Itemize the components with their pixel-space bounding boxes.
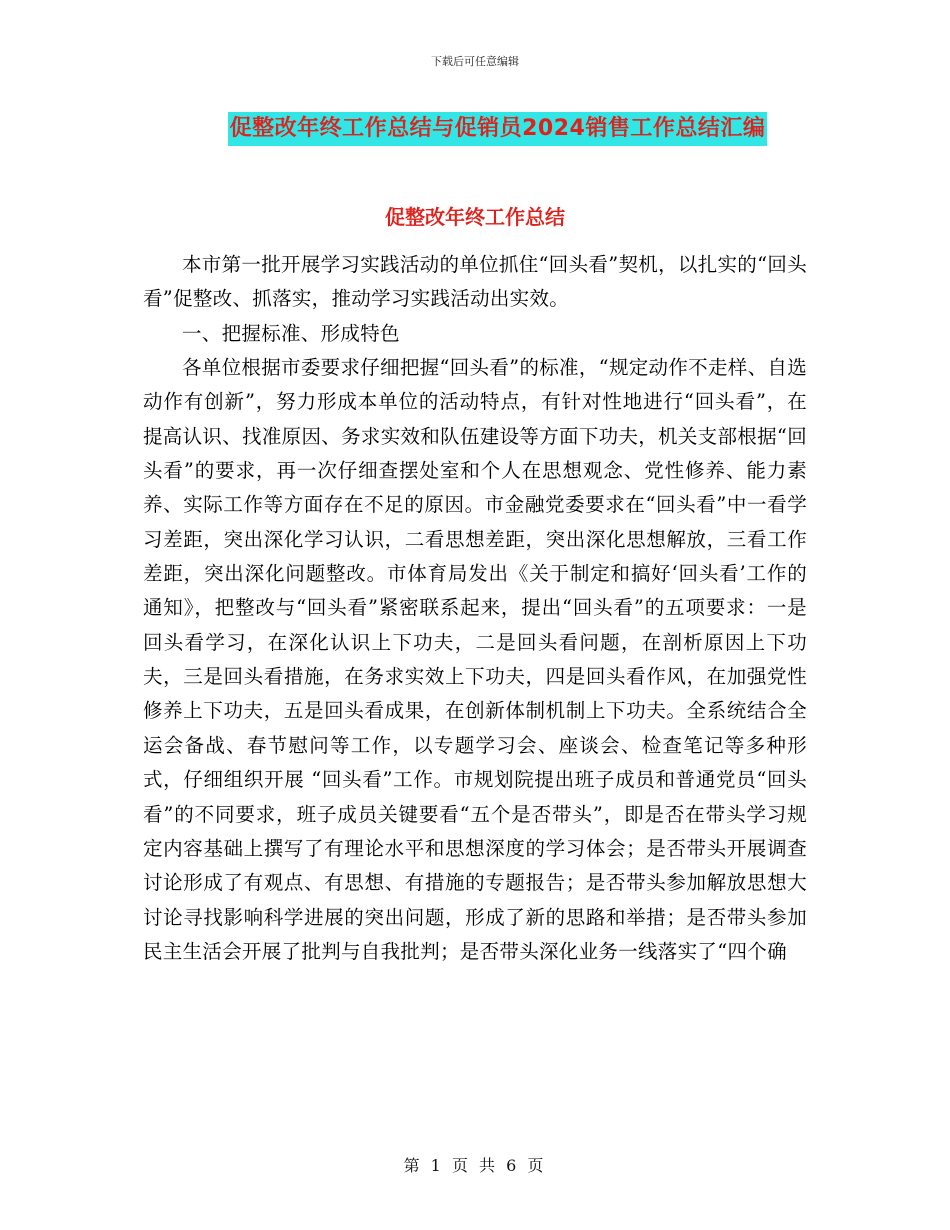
page-number-footer: 第 1 页 共 6 页 [403, 1156, 547, 1175]
document-title: 促整改年终工作总结与促销员2024销售工作总结汇编 [228, 112, 768, 146]
paragraph-heading: 一、把握标准、形成特色 [182, 321, 400, 345]
paragraph-main: 各单位根据市委要求仔细把握“回头看”的标准，“规定动作不走样、自选动作有创新”，努力形成本单位的活动特点，有针对性地进行“回头看”，在提高认识、找准原因、务求实效和队伍建设等方面下功夫，机关支部根据“回头看”的要求，再一次仔细查摆处室和个人在思想观念、党性修养、能力素养、实际工作等方面存在不足的原因。市金融党委要求在“回头看”中一看学习差距，突出深化学习认识，二看思想差距，突出深化思想解放，三看工作差距，突出深化问题整改。市体育局发出《关于制定和搞好‘回头看’工作的通知》，把整改与“回头看”紧密联系起来，提出“回头看”的五项要求：一是回头看学习，在深化认识上下功夫，二是回头看问题，在剖析原因上下功夫，三是回头看措施，在务求实效上下功夫，四是回头看作风，在加强党性修养上下功夫，五是回头看成果，在创新体制机制上下功夫。全系统结合全运会备战、春节慰问等工作，以专题学习会、座谈会、检查笔记等多种形式，仔细组织开展 “回头看”工作。市规划院提出班子成员和普通党员“回头看”的不同要求，班子成员关键要看“五个是否带头”，即是否在带头学习规定内容基础上撰写了有理论水平和思想深度的学习体会；是否带头开展调查讨论形成了有观点、有思想、有措施的专题报告；是否带头参加解放思想大讨论寻找影响科学进展的突出问题，形成了新的思路和举措；是否带头参加民主生活会开展了批判与自我批判；是否带头深化业务一线落实了“四个确 [143, 356, 807, 963]
page-header-note: 下载后可任意编辑 [431, 55, 519, 68]
section-title: 促整改年终工作总结 [385, 205, 565, 229]
paragraph-intro: 本市第一批开展学习实践活动的单位抓住“回头看”契机，以扎实的“回头看”促整改、抓落实，推动学习实践活动出实效。 [143, 253, 807, 311]
document-title-container [0, 112, 950, 146]
document-body [143, 248, 807, 969]
